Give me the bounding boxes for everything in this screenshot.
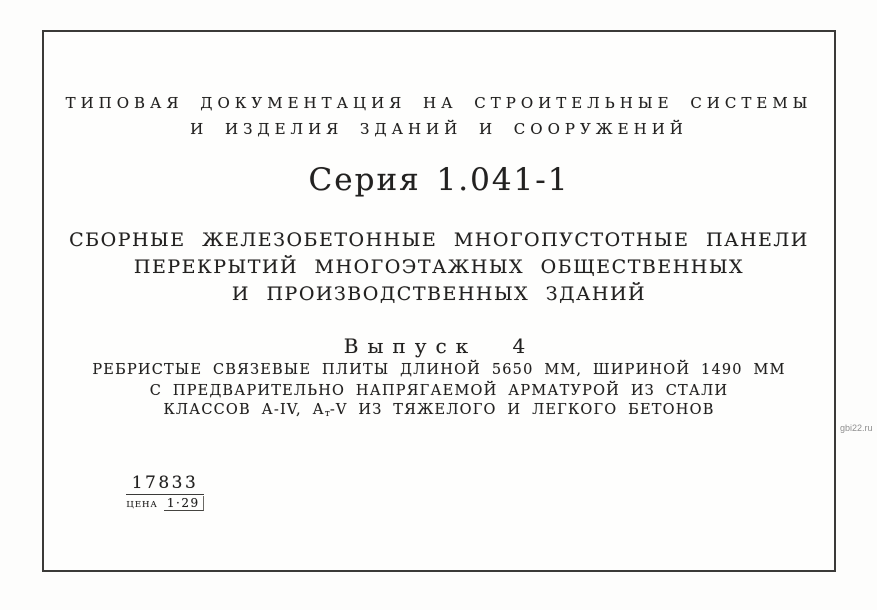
issue-heading: Выпуск 4 xyxy=(343,334,535,358)
price-stamp xyxy=(119,473,211,511)
issue-subtitle-line-2: С ПРЕДВАРИТЕЛЬНО НАПРЯГАЕМОЙ АРМАТУРОЙ ИЗ СТАЛИ xyxy=(149,383,729,399)
doc-title-line-3: И ПРОИЗВОДСТВЕННЫХ ЗДАНИЙ xyxy=(231,283,647,305)
catalog-number: 17833 xyxy=(126,473,205,495)
issue-subtitle-line-3 xyxy=(42,402,836,419)
price-row xyxy=(119,496,211,511)
doc-header-line-2: И ИЗДЕЛИЯ ЗДАНИЙ И СООРУЖЕНИЙ xyxy=(190,120,688,138)
steel-class-subscript: т xyxy=(324,409,330,419)
issue-subtitle-line-1: РЕБРИСТЫЕ СВЯЗЕВЫЕ ПЛИТЫ ДЛИНОЙ 5650 ММ, ШИРИНОЙ 1490 ММ xyxy=(92,362,786,378)
series-label: Серия 1.041-1 xyxy=(308,162,570,198)
price-label: ЦЕНА xyxy=(126,500,158,510)
doc-title-line-2: ПЕРЕКРЫТИЙ МНОГОЭТАЖНЫХ ОБЩЕСТВЕННЫХ xyxy=(133,256,745,278)
steel-class-text: КЛАССОВ А-IV, А xyxy=(163,402,325,418)
doc-title-line-1: СБОРНЫЕ ЖЕЛЕЗОБЕТОННЫЕ МНОГОПУСТОТНЫЕ ПАНЕЛИ xyxy=(69,229,809,251)
doc-header-line-1: ТИПОВАЯ ДОКУМЕНТАЦИЯ НА СТРОИТЕЛЬНЫЕ СИСТЕМЫ xyxy=(65,94,813,112)
site-watermark: gbi22.ru xyxy=(840,423,873,433)
price-value: 1·29 xyxy=(164,496,204,511)
steel-class-text-tail: -V ИЗ ТЯЖЕЛОГО И ЛЕГКОГО БЕТОНОВ xyxy=(329,402,715,418)
